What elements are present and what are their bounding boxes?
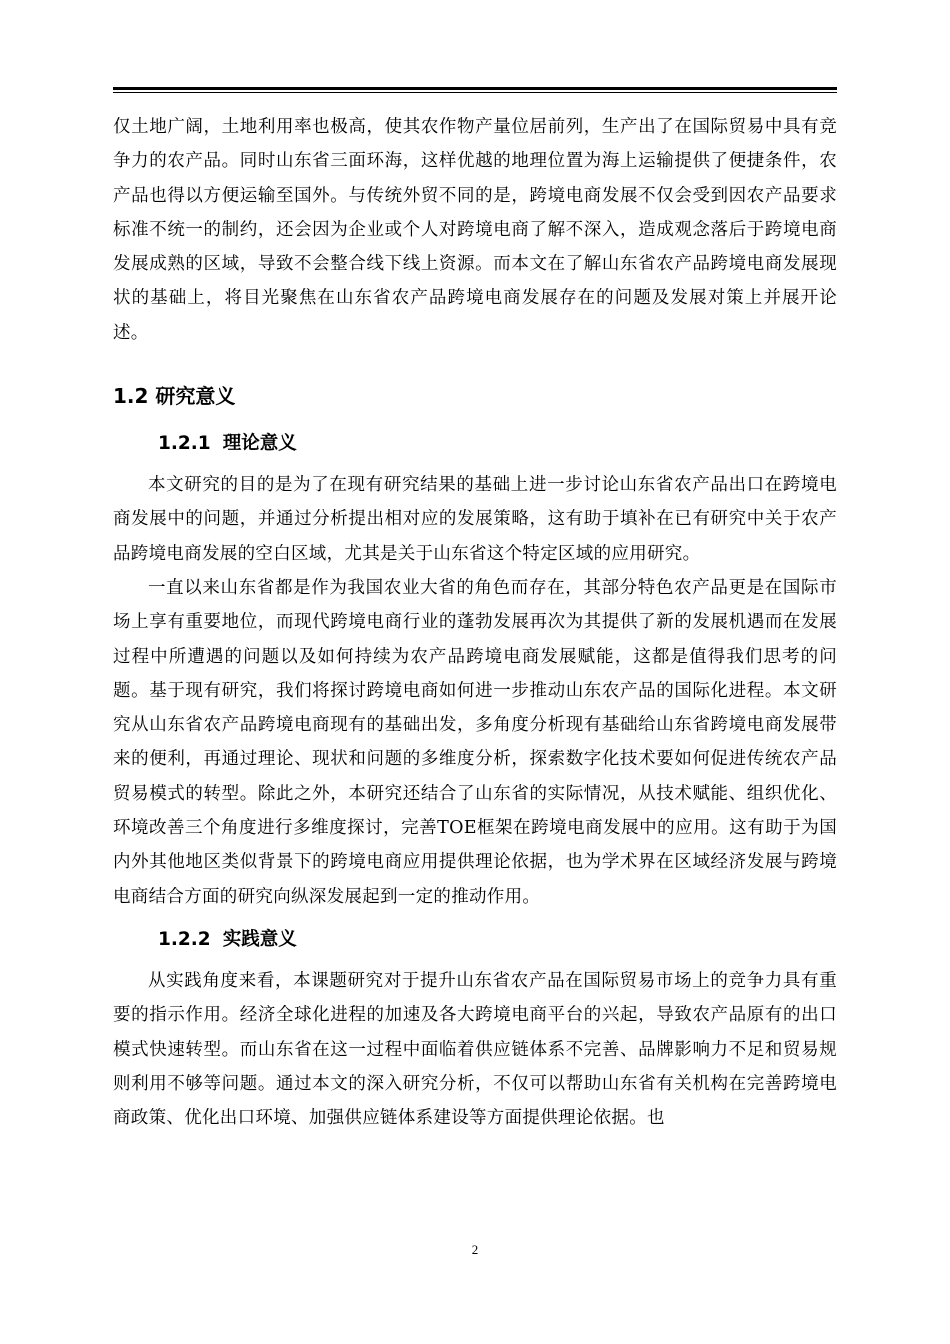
header-rule-thick	[113, 87, 837, 90]
header-rule-thin	[113, 92, 837, 93]
practice-paragraph-1: 从实践角度来看，本课题研究对于提升山东省农产品在国际贸易市场上的竞争力具有重要的指示作用。经济全球化进程的加速及各大跨境电商平台的兴起，导致农产品原有的出口模式快速转型。而山东省在这一过程中面临着供应链体系不完善、品牌影响力不足和贸易规则利用不够等问题。通过本文的深入研究分析，不仅可以帮助山东省有关机构在完善跨境电商政策、优化出口环境、加强供应链体系建设等方面提供理论依据。也	[113, 970, 837, 1129]
subsection-title: 实践意义	[222, 928, 297, 950]
subsection-heading-practice	[158, 920, 837, 960]
intro-paragraph: 仅土地广阔，土地利用率也极高，使其农作物产量位居前列，生产出了在国际贸易中具有竞争力的农产品。同时山东省三面环海，这样优越的地理位置为海上运输提供了便捷条件，农产品也得以方便运输至国外。与传统外贸不同的是，跨境电商发展不仅会受到因农产品要求标准不统一的制约，还会因为企业或个人对跨境电商了解不深入，造成观念落后于跨境电商发展成熟的区域，导致不会整合线下线上资源。而本文在了解山东省农产品跨境电商发展现状的基础上，将目光聚焦在山东省农产品跨境电商发展存在的问题及发展对策上并展开论述。	[113, 117, 837, 343]
subsection-title: 理论意义	[222, 433, 297, 455]
subsection-number: 1.2.1	[158, 433, 211, 455]
theory-paragraph-1: 本文研究的目的是为了在现有研究结果的基础上进一步讨论山东省农产品出口在跨境电商发展中的问题，并通过分析提出相对应的发展策略，这有助于填补在已有研究中关于农产品跨境电商发展的空白区域，尤其是关于山东省这个特定区域的应用研究。	[113, 475, 837, 564]
section-heading: 1.2 研究意义	[113, 384, 236, 409]
theory-paragraph-2: 一直以来山东省都是作为我国农业大省的角色而存在，其部分特色农产品更是在国际市场上享有重要地位，而现代跨境电商行业的蓬勃发展再次为其提供了新的发展机遇而在发展过程中所遭遇的问题以及如何持续为农产品跨境电商发展赋能，这都是值得我们思考的问题。基于现有研究，我们将探讨跨境电商如何进一步推动山东农产品的国际化进程。本文研究从山东省农产品跨境电商现有的基础出发，多角度分析现有基础给山东省跨境电商发展带来的便利，再通过理论、现状和问题的多维度分析，探索数字化技术要如何促进传统农产品贸易模式的转型。除此之外，本研究还结合了山东省的实际情况，从技术赋能、组织优化、环境改善三个角度进行多维度探讨，完善TOE框架在跨境电商发展中的应用。这有助于为国内外其他地区类似背景下的跨境电商应用提供理论依据，也为学术界在区域经济发展与跨境电商结合方面的研究向纵深发展起到一定的推动作用。	[113, 577, 837, 907]
page-number: 2	[471, 1242, 479, 1257]
page-content	[113, 110, 837, 1135]
subsection-heading-theory	[158, 424, 837, 464]
subsection-number: 1.2.2	[158, 928, 211, 950]
